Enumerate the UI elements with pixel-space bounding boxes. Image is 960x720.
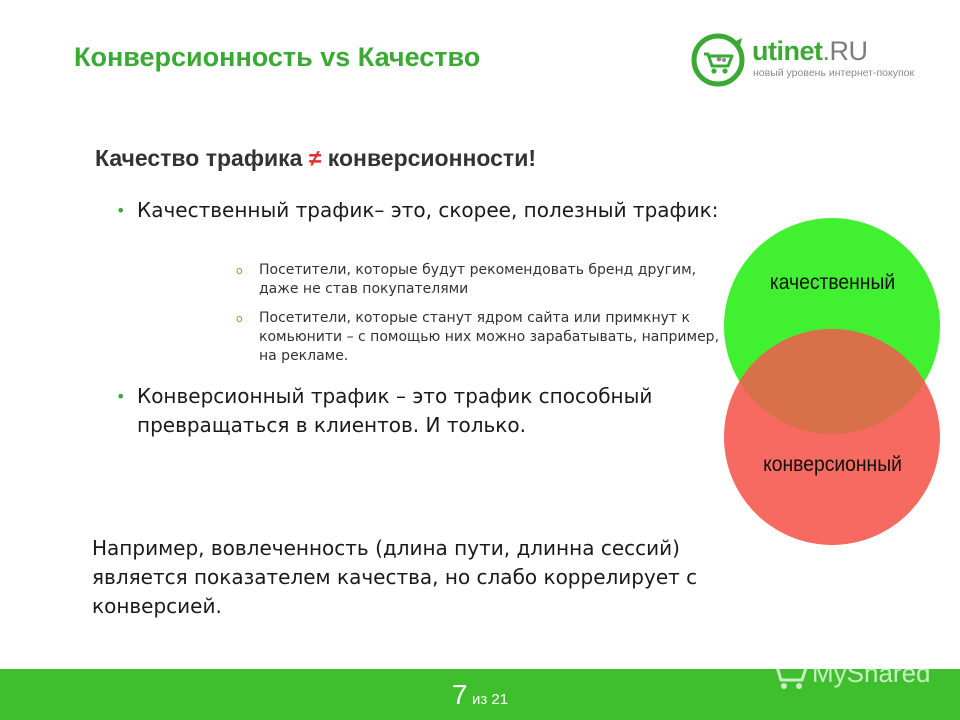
logo-name: utinet [752,36,823,66]
example-note: Например, вовлеченность (длина пути, длинна сессий) является показателем качества, но слабо коррелирует с конверсией. [92,536,698,618]
cart-circle-icon [690,32,748,88]
logo-tagline: новый уровень интернет-покупок [753,67,915,79]
slide-title: Конверсионность vs Качество [74,42,481,72]
subtitle-after: конверсионности! [321,145,536,171]
bullet-dot-icon: • [116,201,126,220]
subtitle-before: Качество трафика [95,145,303,171]
myshared-watermark [766,652,946,696]
bullet-quality-traffic [116,196,727,225]
venn-label-quality: качественный [769,271,896,294]
sub-bullet-recommenders [236,261,729,299]
logo-wordmark [752,36,868,67]
not-equal-symbol: ≠ [308,145,322,171]
bullet-conversion-traffic [116,382,697,440]
bullet-dot-icon: • [116,387,126,406]
slide-subtitle [95,145,536,172]
page-total: из 21 [471,691,509,708]
sub-bullet-text: Посетители, которые станут ядром сайта или примкнут к комьюнити – с помощью них можно зарабатывать, например, на рекламе. [259,310,720,364]
venn-diagram [720,216,945,546]
sub-bullet-text: Посетители, которые будут рекомендовать бренд другим, даже не став покупателями [259,262,697,297]
utinet-logo[interactable] [690,32,940,88]
bullet-text: Качественный трафик– это, скорее, полезный трафик: [137,198,719,222]
venn-label-conversion: конверсионный [763,453,902,476]
logo-suffix: .RU [822,36,868,66]
cart-icon [766,652,810,692]
bullet-text: Конверсионный трафик – это трафик способный превращаться в клиентов. И только. [137,384,653,437]
watermark-text: MyShared [812,658,931,688]
sub-bullet-community [236,309,729,366]
page-number: 7 [451,679,468,710]
circle-bullet-icon: o [236,312,243,325]
circle-bullet-icon: o [236,264,243,277]
